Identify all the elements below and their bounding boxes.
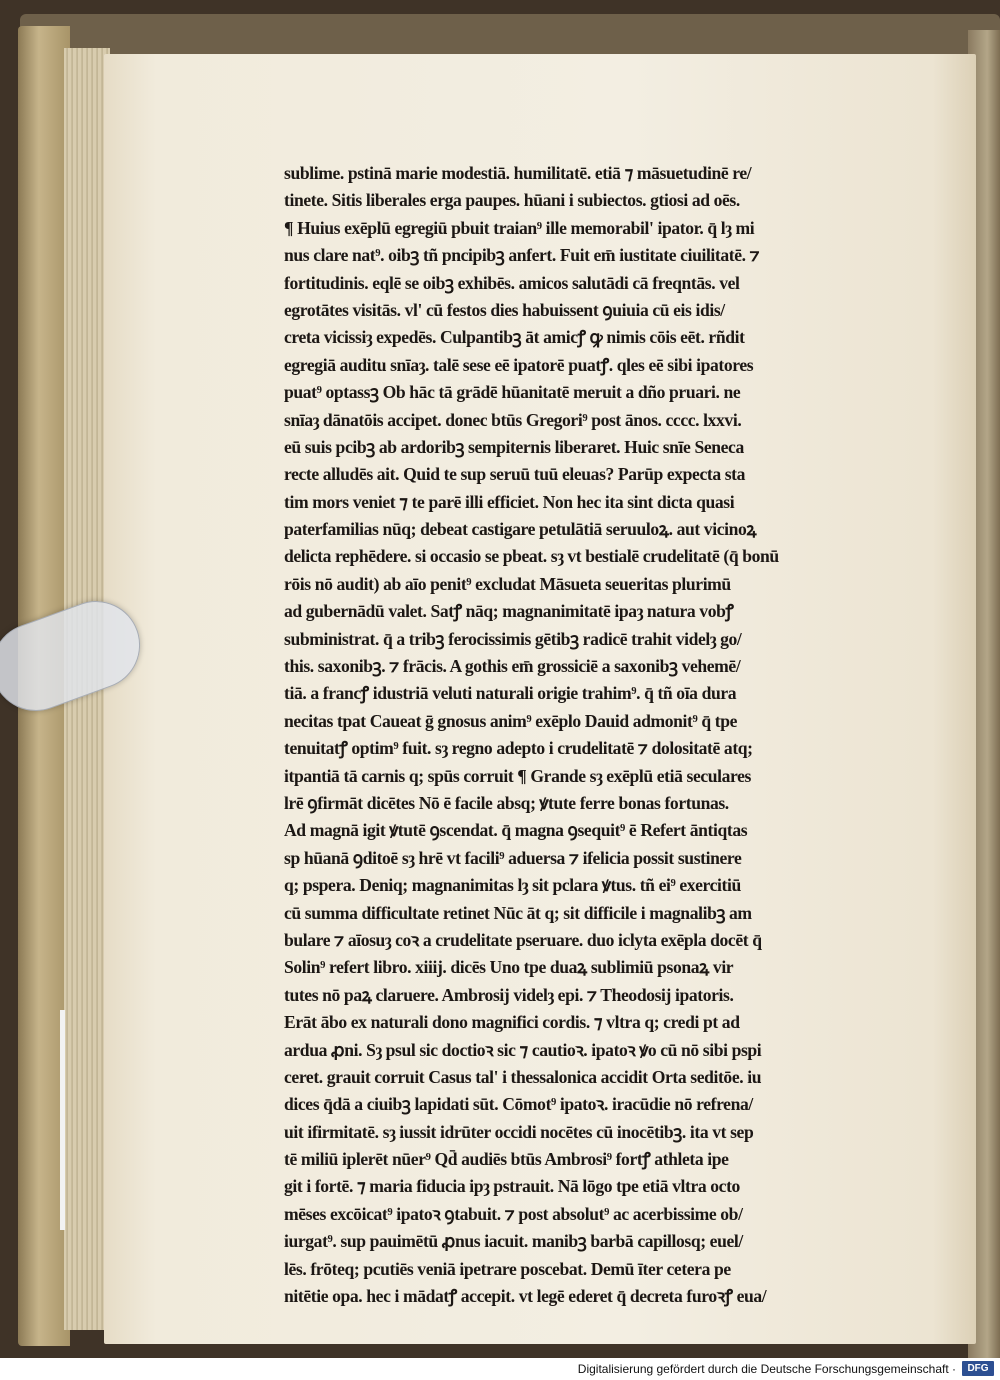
text-line: tē miliū iplerēt nūer⁹ Qd̄ audiēs btūs Ambrosi⁹ fortꝭ athleta ipe bbox=[284, 1149, 729, 1170]
text-line: puat⁹ optassꝫ Ob hāc tā grādē hūanitatē meruit a dño pruari. ne bbox=[284, 382, 741, 403]
text-line: this. saxonibꝫ. ⁊ frācis. A gothis em̄ grossiciē a saxonibꝫ vehemē/ bbox=[284, 656, 741, 677]
text-line: ¶ Huius exēplū egregiū pbuit traian⁹ ille memorabil' ipator. q̄ lȝ mi bbox=[284, 217, 755, 238]
text-line: tiā. a francꝭ idustriā veluti naturali origie trahim⁹. q̄ tñ oīa dura bbox=[284, 683, 737, 704]
footer-bar bbox=[0, 1358, 1000, 1380]
text-line: mēses excōicat⁹ ipatoꝛ ꝯtabuit. ⁊ post absolut⁹ ac acerbissime ob/ bbox=[284, 1203, 743, 1224]
edge-marker bbox=[60, 1010, 65, 1230]
text-line: iurgat⁹. sup pauimētū ꝓnus iacuit. manibꝫ barbā capillosq; euel/ bbox=[284, 1231, 743, 1252]
text-column bbox=[284, 160, 864, 1310]
text-line: necitas tpat Caueat ḡ gnosus anim⁹ exēplo Dauid admonit⁹ q̄ tpe bbox=[284, 710, 738, 731]
text-line: tim mors veniet ⁊ te parē illi efficiet. Non hec ita sint dicta quasi bbox=[284, 491, 735, 512]
text-line: ceret. grauit corruit Casus tal' i thessalonica accidit Orta seditōe. iu bbox=[284, 1066, 762, 1087]
text-line: subministrat. q̄ a tribꝫ ferocissimis gētibꝫ radicē trahit videlȝ go/ bbox=[284, 628, 742, 649]
text-line: cū summa difficultate retinet Nūc āt q; sit difficile i magnalibꝫ am bbox=[284, 902, 752, 923]
text-line: itpantiā tā carnis q; spūs corruit ¶ Grande sȝ exēplū etiā seculares bbox=[284, 765, 751, 786]
text-line: nitētie opa. hec i mādatꝭ accepit. vt legē ederet q̄ decreta furoꝛꝭ eua/ bbox=[284, 1286, 767, 1307]
footer-credit: Digitalisierung gefördert durch die Deutsche Forschungsgemeinschaft · bbox=[577, 1362, 956, 1376]
text-line: paterfamilias nūq; debeat castigare petulātiā seruuloꝝ. aut vicinoꝝ bbox=[284, 519, 757, 540]
text-line: git i fortē. ⁊ maria fiducia ipȝ pstrauit. Nā lōgo tpe etiā vltra octo bbox=[284, 1176, 740, 1197]
text-line: q; pspera. Deniq; magnanimitas lȝ sit pclara ꝟtus. tñ ei⁹ exercitiū bbox=[284, 875, 741, 896]
text-line: nus clare nat⁹. oibꝫ tñ pncipibꝫ anfert. Fuit em̄ iustitate ciuilitatē. ⁊ bbox=[284, 245, 760, 266]
text-line: egrotātes visitās. vl' cū festos dies habuissent ꝯuiuia cū eis idis/ bbox=[284, 299, 725, 320]
text-line: Solin⁹ refert libro. xiiij. dicēs Uno tpe duaꝝ sublimiū psonaꝝ vir bbox=[284, 957, 734, 978]
text-line: ardua ꝓni. Sȝ psul sic doctioꝛ sic ⁊ cautioꝛ. ipatoꝛ ꝟo cū nō sibi pspi bbox=[284, 1039, 762, 1060]
text-line: sublime. pstinā marie modestiā. humilitatē. etiā ⁊ māsuetudinē re/ bbox=[284, 163, 752, 183]
text-line: rōis nō audit) ab aīo penit⁹ excludat Māsueta seueritas plurimū bbox=[284, 573, 731, 594]
dfg-logo-icon[interactable]: DFG bbox=[962, 1361, 994, 1376]
text-line: egregiā auditu snīaȝ. talē sese eē ipatorē puatꝭ. qles eē sibi ipatores bbox=[284, 354, 754, 375]
text-line: recte alludēs ait. Quid te sup seruū tuū eleuas? Parūp expecta sta bbox=[284, 464, 746, 485]
text-line: bulare ⁊ aīosuȝ coꝛ a crudelitate pseruare. duo iclyta exēpla docēt q̄ bbox=[284, 929, 762, 950]
text-line: sp hūanā ꝯditoē sȝ hrē vt facili⁹ aduersa ⁊ ifelicia possit sustinere bbox=[284, 847, 742, 868]
text-line: lrē ꝯfirmāt dicētes Nō ē facile absq; ꝟtute ferre bonas fortunas. bbox=[284, 792, 729, 813]
text-line: uit ifirmitatē. sȝ iussit idrūter occidi nocētes cū inocētibꝫ. ita vt sep bbox=[284, 1121, 754, 1142]
book-board-top bbox=[20, 14, 1000, 54]
text-line: dices q̄dā a ciuibꝫ lapidati sūt. Cōmot⁹ ipatoꝛ. iracūdie nō refrena/ bbox=[284, 1094, 753, 1115]
text-line: eū suis pcibꝫ ab ardoribꝫ sempiternis liberaret. Huic snīe Seneca bbox=[284, 436, 744, 457]
text-line: Erāt ābo ex naturali dono magnifici cordis. ⁊ vltra q; credi pt ad bbox=[284, 1012, 740, 1033]
text-line: tenuitatꝭ optim⁹ fuit. sȝ regno adepto i crudelitatē ⁊ dolositatē atq; bbox=[284, 738, 753, 759]
text-line: ad gubernādū valet. Satꝭ nāq; magnanimitatē ipaȝ natura vobꝭ bbox=[284, 601, 734, 622]
text-line: tinete. Sitis liberales erga paupes. hūani i subiectos. gtiosi ad oēs. bbox=[284, 190, 740, 211]
text-line: fortitudinis. eqlē se oibꝫ exhibēs. amicos salutādi cā freqntās. vel bbox=[284, 272, 740, 293]
text-line: lēs. frōteq; pcutiēs veniā ipetrare poscebat. Demū īter cetera pe bbox=[284, 1258, 731, 1279]
text-line: delicta rephēdere. si occasio se pbeat. sȝ vt bestialē crudelitatē (q̄ bonū bbox=[284, 546, 779, 567]
text-line: snīaȝ dānatōis accipet. donec btūs Gregori⁹ post ānos. cccc. lxxvi. bbox=[284, 409, 742, 430]
text-line: tutes nō paꝝ claruere. Ambrosij videlȝ epi. ⁊ Theodosij ipatoris. bbox=[284, 984, 734, 1005]
text-line: Ad magnā igit ꝟtutē ꝯscendat. q̄ magna ꝯsequit⁹ ē Refert āntiqtas bbox=[284, 820, 748, 841]
text-line: creta vicissiȝ expedēs. Culpantibꝫ āt amicꝭ ꝙ nimis cōis eēt. rñdit bbox=[284, 327, 745, 348]
